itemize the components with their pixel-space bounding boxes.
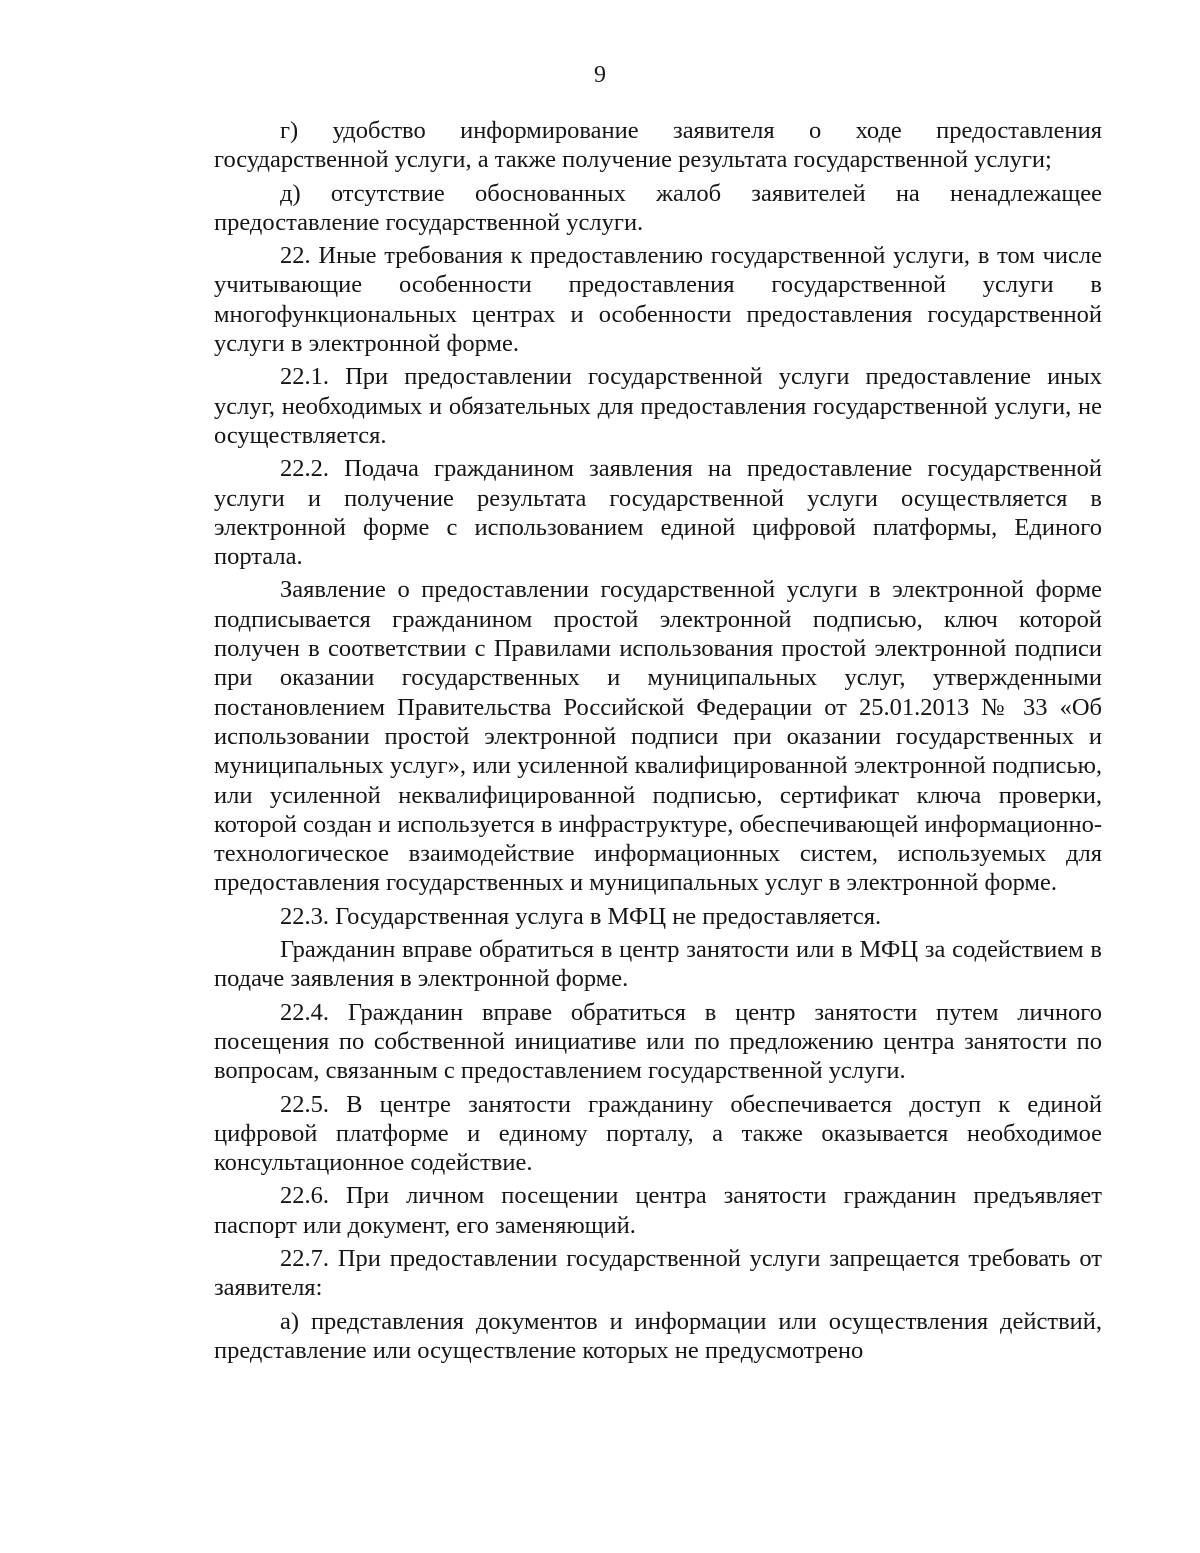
paragraph-22-7: 22.7. При предоставлении государственной услуги запрещается требовать от заявителя:: [214, 1244, 1102, 1302]
paragraph-22-6: 22.6. При личном посещении центра занятости гражданин предъявляет паспорт или документ, его заменяющий.: [214, 1182, 1102, 1239]
paragraph-22-3: 22.3. Государственная услуга в МФЦ не предоставляется.: [280, 902, 882, 930]
paragraph-22-3-citizen: Гражданин вправе обратиться в центр занятости или в МФЦ за содействием в подаче заявления в электронной форме.: [214, 936, 1102, 993]
paragraph-22-2: 22.2. Подача гражданином заявления на предоставление государственной услуги и получение результата государственной услуги осуществляется в электронной форме с использованием единой цифровой платформы, Единого портала.: [214, 455, 1102, 571]
paragraph-22-7-a: а) представления документов и информации или осуществления действий, представление или осуществление которых не предусмотрено: [214, 1307, 1102, 1364]
paragraph-21-g: г) удобство информирование заявителя о ходе предоставления государственной услуги, а также получение результата государственной услуги;: [214, 117, 1102, 174]
paragraph-21-d: д) отсутствие обоснованных жалоб заявителей на ненадлежащее предоставление государственной услуги.: [214, 179, 1102, 236]
paragraph-22-5: 22.5. В центре занятости гражданину обеспечивается доступ к единой цифровой платформе и единому порталу, а также оказывается необходимое консультационное содействие.: [214, 1090, 1102, 1177]
page-number: 9: [594, 62, 606, 88]
paragraph-22: 22. Иные требования к предоставлению государственной услуги, в том числе учитывающие особенности предоставления государственной услуги в многофункциональных центрах и особенности предоставления государственной услуги в электронной форме.: [214, 242, 1102, 358]
document-body: [214, 116, 1102, 1369]
paragraph-22-2-application: Заявление о предоставлении государственной услуги в электронной форме подписывается гражданином простой электронной подписью, ключ которой получен в соответствии с Правилами использования простой электронной подписи при оказании государственных и муниципальных услуг, утвержденными постановлением Правительства Российской Федерации от 25.01.2013 № 33 «Об использовании простой электронной подписи при оказании государственных и муниципальных услуг», или усиленной квалифицированной электронной подписью, или усиленной неквалифицированной подписью, сертификат ключа проверки, которой создан и используется в инфраструктуре, обеспечивающей информационно-технологическое взаимодействие информационных систем, используемых для предоставления государственных и муниципальных услуг в электронной форме.: [214, 576, 1102, 897]
paragraph-22-1: 22.1. При предоставлении государственной услуги предоставление иных услуг, необходимых и обязательных для предоставления государственной услуги, не осуществляется.: [214, 363, 1102, 449]
paragraph-22-4: 22.4. Гражданин вправе обратиться в центр занятости путем личного посещения по собственной инициативе или по предложению центра занятости по вопросам, связанным с предоставлением государственной услуги.: [214, 998, 1102, 1085]
